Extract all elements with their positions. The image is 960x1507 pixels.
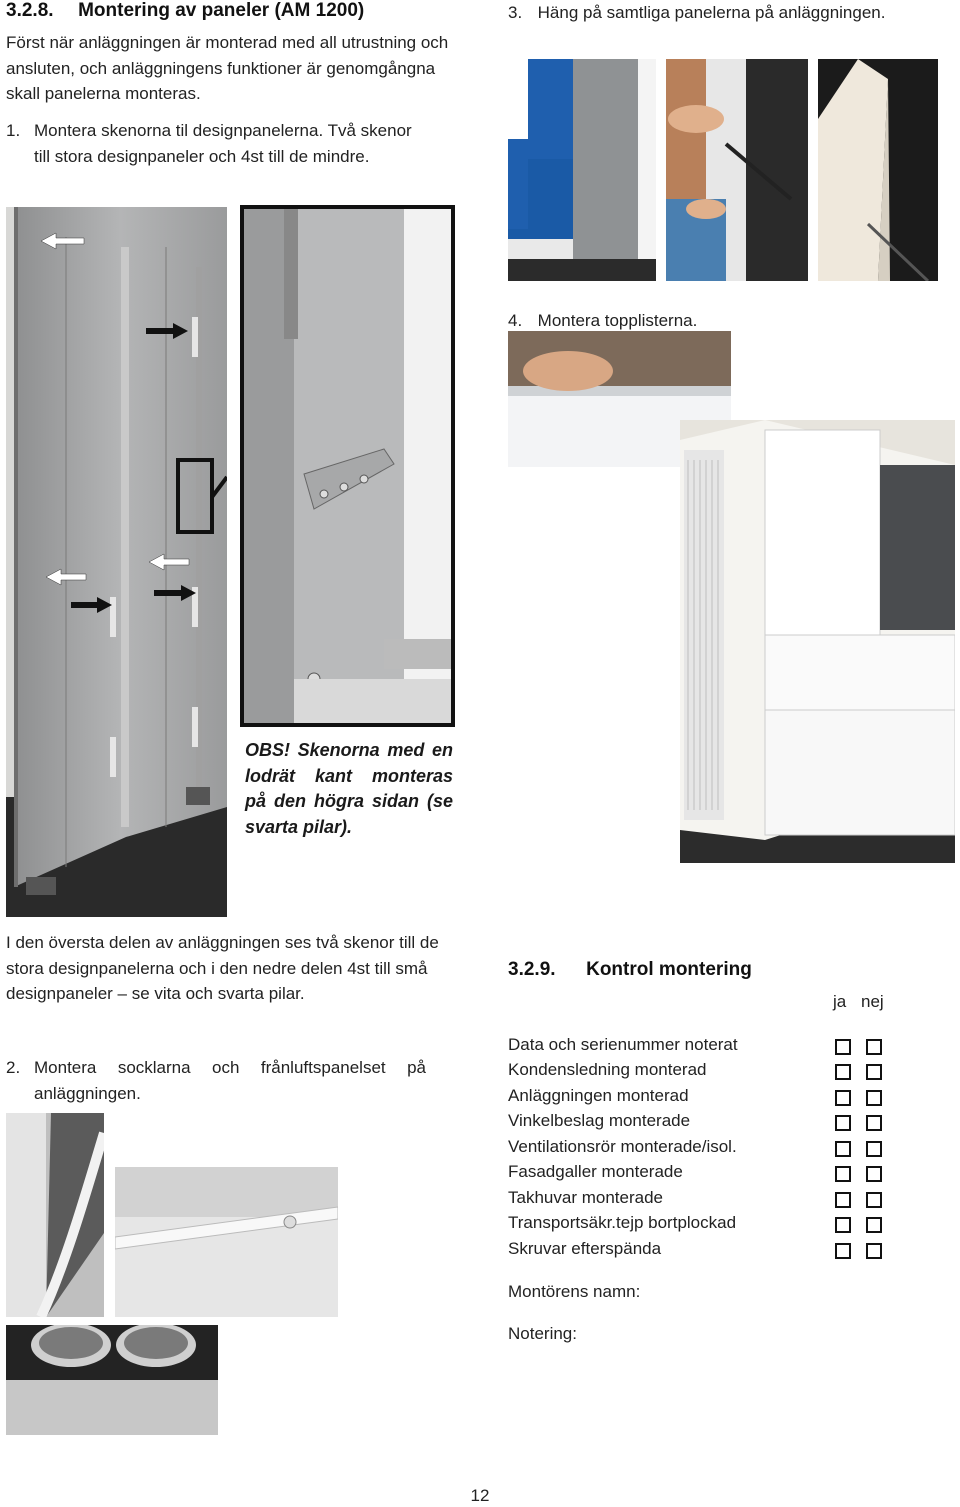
checkbox-no[interactable] bbox=[866, 1039, 882, 1055]
section-heading bbox=[6, 0, 364, 22]
plinth-side-illustration bbox=[6, 1113, 104, 1317]
arrows-overlay bbox=[6, 207, 227, 707]
photo-plinth-front bbox=[115, 1167, 338, 1317]
step-1 bbox=[6, 118, 456, 169]
step-text: Häng på samtliga panelerna på anläggningen. bbox=[537, 3, 886, 22]
step-line: Montera skenorna til designpanelerna. Två skenor bbox=[34, 121, 412, 140]
zoom-frame bbox=[178, 460, 212, 532]
checklist-row bbox=[508, 1060, 888, 1085]
plinth-front-illustration bbox=[115, 1167, 338, 1317]
step-line: till stora designpaneler och 4st till de mindre. bbox=[34, 146, 370, 166]
step-line: Montera socklarna och frånluftspanelset på bbox=[34, 1058, 426, 1077]
black-arrow bbox=[154, 585, 196, 601]
step-number: 2. bbox=[6, 1058, 21, 1077]
step-3 bbox=[508, 0, 948, 26]
checklist-label: Skruvar efterspända bbox=[508, 1239, 662, 1258]
checklist-label: Fasadgaller monterade bbox=[508, 1162, 683, 1181]
intro-line: skall panelerna monteras. bbox=[6, 84, 201, 103]
checklist-row bbox=[508, 1086, 888, 1111]
checklist-row bbox=[508, 1137, 888, 1162]
caption-line: stora designpanelerna och i den nedre delen 4st till små bbox=[6, 958, 428, 978]
checkbox-no[interactable] bbox=[866, 1141, 882, 1157]
control-number: 3.2.9. bbox=[508, 959, 556, 980]
col-no-label: nej bbox=[861, 992, 884, 1011]
checkbox-yes[interactable] bbox=[835, 1217, 851, 1233]
checkbox-yes[interactable] bbox=[835, 1115, 851, 1131]
checkbox-no[interactable] bbox=[866, 1192, 882, 1208]
checkbox-no[interactable] bbox=[866, 1166, 882, 1182]
checkbox-yes[interactable] bbox=[835, 1141, 851, 1157]
obs-line: OBS! Skenorna med en bbox=[245, 740, 453, 760]
step-text: Montera topplisterna. bbox=[537, 311, 698, 330]
hanging-panel-illustration bbox=[666, 59, 808, 281]
control-heading bbox=[508, 959, 948, 981]
checkbox-yes[interactable] bbox=[835, 1166, 851, 1182]
obs-line: lodrät kant monteras bbox=[245, 765, 453, 786]
step-number: 1. bbox=[6, 121, 21, 140]
checklist-label: Kondensledning monterad bbox=[508, 1060, 707, 1079]
photo-exhaust-panel bbox=[6, 1325, 218, 1435]
installer-name-label: Montörens namn: bbox=[508, 1282, 641, 1301]
checkbox-yes[interactable] bbox=[835, 1090, 851, 1106]
white-arrow bbox=[46, 569, 86, 585]
photo-finished-unit bbox=[680, 420, 955, 863]
photo-rail-detail bbox=[240, 205, 455, 727]
caption-line: I den översta delen av anläggningen ses två skenor till de bbox=[6, 933, 439, 952]
section-number: 3.2.8. bbox=[6, 0, 54, 21]
control-title: Kontrol montering bbox=[586, 959, 752, 980]
section-title: Montering av paneler (AM 1200) bbox=[78, 0, 365, 21]
checklist-row bbox=[508, 1188, 888, 1213]
checklist-row bbox=[508, 1111, 888, 1136]
intro-paragraph bbox=[6, 30, 456, 107]
step-2 bbox=[6, 1055, 426, 1106]
checklist-label: Data och serienummer noterat bbox=[508, 1035, 738, 1054]
checklist-row bbox=[508, 1162, 888, 1187]
obs-line: på den högra sidan (se bbox=[245, 791, 453, 811]
black-arrow bbox=[71, 597, 112, 613]
checklist-label: Vinkelbeslag monterade bbox=[508, 1111, 691, 1130]
intro-line: Först när anläggningen är monterad med all utrustning och bbox=[6, 33, 449, 52]
checkbox-yes[interactable] bbox=[835, 1192, 851, 1208]
step-number: 3. bbox=[508, 3, 523, 22]
checkbox-no[interactable] bbox=[866, 1064, 882, 1080]
checklist-row bbox=[508, 1239, 888, 1264]
panel-blue-illustration bbox=[508, 59, 656, 281]
checklist-label: Anläggningen monterad bbox=[508, 1086, 689, 1105]
black-arrow bbox=[146, 323, 188, 339]
checkbox-yes[interactable] bbox=[835, 1243, 851, 1259]
obs-line: svarta pilar). bbox=[245, 816, 353, 837]
checklist-label: Takhuvar monterade bbox=[508, 1188, 663, 1207]
page-number: 12 bbox=[470, 1486, 490, 1505]
checklist-row bbox=[508, 1213, 888, 1238]
white-arrow bbox=[149, 554, 189, 570]
checkbox-yes[interactable] bbox=[835, 1039, 851, 1055]
note-label: Notering: bbox=[508, 1324, 577, 1343]
caption-paragraph bbox=[6, 930, 476, 1007]
photo-plinth-side bbox=[6, 1113, 104, 1317]
checkbox-no[interactable] bbox=[866, 1090, 882, 1106]
rail-detail-illustration bbox=[244, 209, 451, 723]
photo-panel-blue bbox=[508, 59, 656, 281]
step-number: 4. bbox=[508, 311, 523, 330]
obs-note bbox=[245, 738, 453, 840]
step-line: anläggningen. bbox=[34, 1083, 141, 1103]
photo-hanging-panel bbox=[666, 59, 808, 281]
finished-unit-illustration bbox=[680, 420, 955, 863]
checklist-label: Ventilationsrör monterade/isol. bbox=[508, 1137, 737, 1156]
checkbox-no[interactable] bbox=[866, 1243, 882, 1259]
checkbox-yes[interactable] bbox=[835, 1064, 851, 1080]
col-yes-label: ja bbox=[833, 992, 847, 1011]
checklist-label: Transportsäkr.tejp bortplockad bbox=[508, 1213, 737, 1232]
checkbox-no[interactable] bbox=[866, 1217, 882, 1233]
checkbox-no[interactable] bbox=[866, 1115, 882, 1131]
exhaust-panel-illustration bbox=[6, 1325, 218, 1435]
white-arrow bbox=[41, 233, 84, 249]
photo-panel-edge bbox=[818, 59, 938, 281]
step-4 bbox=[508, 308, 948, 334]
checklist-row bbox=[508, 1035, 888, 1060]
panel-edge-illustration bbox=[818, 59, 938, 281]
intro-line: ansluten, och anläggningens funktioner är genomgångna bbox=[6, 58, 436, 78]
caption-line: designpaneler – se vita och svarta pilar. bbox=[6, 984, 305, 1003]
